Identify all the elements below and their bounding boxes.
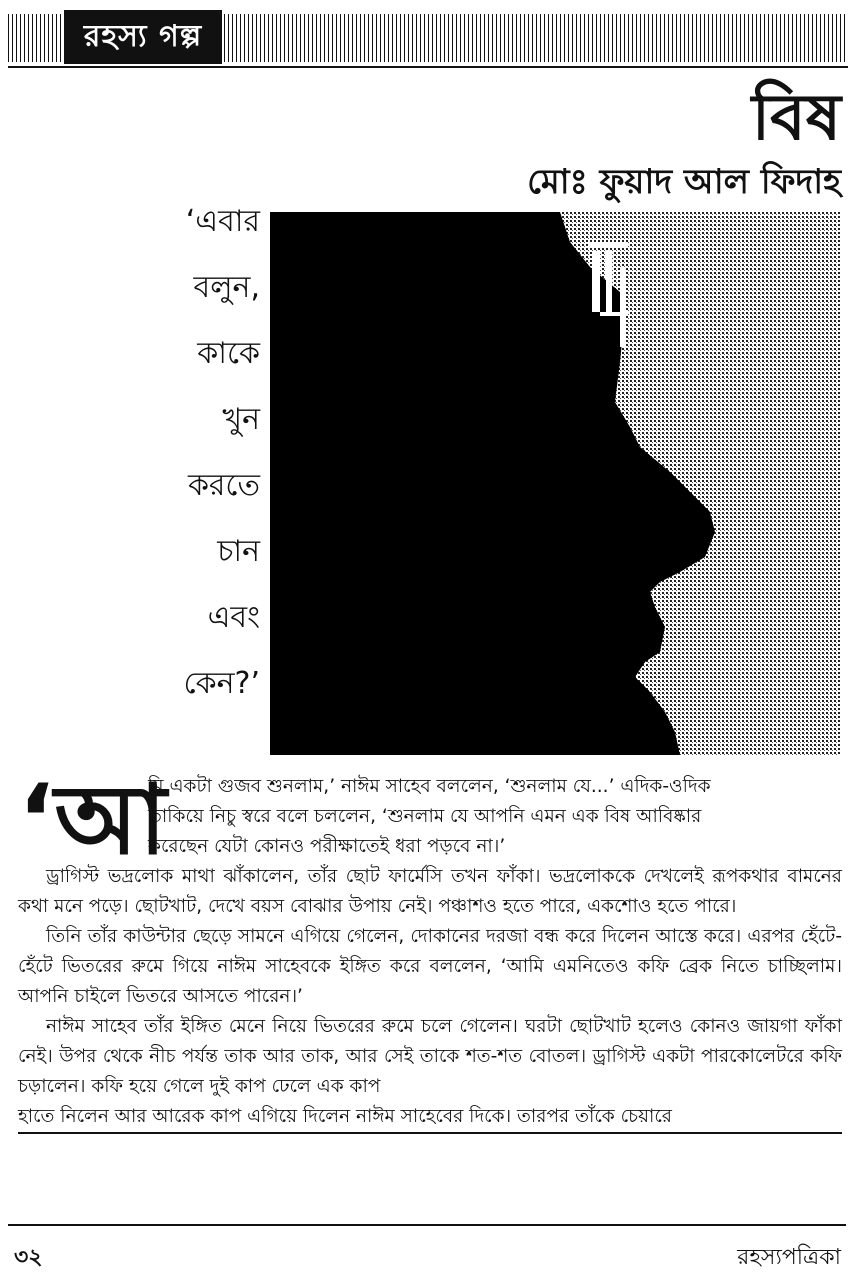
pull-quote-line: ‘এবার	[185, 204, 260, 239]
pull-quote-line: এবং	[207, 600, 260, 635]
pull-quote-line: কাকে	[197, 336, 260, 371]
footer-rule	[8, 1224, 846, 1226]
story-title: বিষ	[751, 81, 841, 155]
pull-quote	[150, 205, 260, 733]
text-line: মি একটা গুজব শুনলাম,’ নাঈম সাহেব বললেন, ‘শুনলাম যে...’ এদিক-ওদিক	[148, 776, 711, 797]
opening-paragraph	[148, 772, 842, 862]
paragraph: নাঈম সাহেব তাঁর ইঙ্গিত মেনে নিয়ে ভিতরের রুমে চলে গেলেন। ঘরটা ছোটখাট হলেও কোনও জায়গা ফাঁকা নেই। উপর থেকে নীচ পর্যন্ত তাক আর তাক, আর সেই তাকে শত-শত বোতল। ড্রাগিস্ট একটা পারকোলেটরে কফি চড়ালেন। কফি হয়ে গেলে দুই কাপ ঢেলে এক কাপ	[18, 1016, 842, 1097]
drop-cap: ‘আ	[18, 764, 167, 876]
paragraph: তিনি তাঁর কাউন্টার ছেড়ে সামনে এগিয়ে গেলেন, দোকানের দরজা বন্ধ করে দিলেন আস্তে করে। এরপর হেঁটে-হেঁটে ভিতরের রুমে গিয়ে নাঈম সাহেবকে ইঙ্গিত করে বললেন, ‘আমি এমনিতেও কফি ব্রেক নিতে চাচ্ছিলাম। আপনি চাইলে ভিতরে আসতে পারেন।’	[18, 926, 842, 1007]
paragraph: ড্রাগিস্ট ভদ্রলোক মাথা ঝাঁকালেন, তাঁর ছোট ফার্মেসি তখন ফাঁকা। ভদ্রলোককে দেখলেই রূপকথার বামনের কথা মনে পড়ে। ছোটখাট, দেখে বয়স বোঝার উপায় নেই। পঞ্চাশও হতে পারে, একশোও হতে পারে।	[18, 866, 842, 917]
pull-quote-line: বলুন,	[193, 270, 260, 305]
section-header	[8, 8, 848, 68]
section-label: রহস্য গল্প	[64, 10, 222, 64]
text-line: করেছেন যেটা কোনও পরীক্ষাতেই ধরা পড়বে না।’	[148, 836, 506, 857]
pull-quote-line: খুন	[222, 402, 260, 437]
silhouette-illustration	[270, 212, 840, 755]
story-body	[18, 764, 842, 1134]
text-line: তাকিয়ে নিচু স্বরে বলে চললেন, ‘শুনলাম যে আপনি এমন এক বিষ আবিষ্কার	[148, 806, 702, 827]
magazine-name: রহস্যপত্রিকা	[737, 1245, 841, 1270]
header-hatch-right	[224, 14, 848, 62]
pull-quote-line: কেন?’	[183, 666, 260, 701]
pull-quote-line: চান	[217, 534, 260, 569]
pull-quote-line: করতে	[187, 468, 260, 503]
page-number: ৩২	[14, 1245, 43, 1270]
header-hatch-left	[8, 14, 62, 62]
story-author: মোঃ ফুয়াদ আল ফিদাহ	[527, 162, 841, 202]
paragraph-continuation: হাতে নিলেন আর আরেক কাপ এগিয়ে দিলেন নাঈম সাহেবের দিকে। তারপর তাঁকে চেয়ারে	[18, 1102, 842, 1134]
